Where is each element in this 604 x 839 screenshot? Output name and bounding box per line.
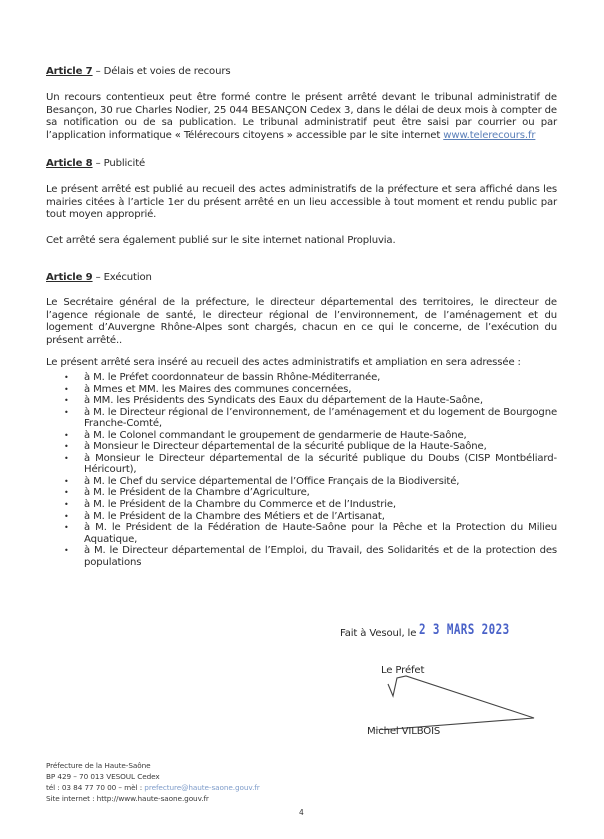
article-8-paragraph-1: Le présent arrêté est publié au recueil des actes administratifs de la préfecture et sera affiché dans les mairies citées à l’article 1er du présent arrêté en un lieu accessible à tout moment et rendu public par tout moyen approprié.	[46, 184, 557, 221]
bullet-icon: •	[64, 523, 69, 533]
recipient-item	[46, 499, 557, 511]
recipient-text: à MM. les Présidents des Syndicats des Eaux du département de la Haute-Saône,	[84, 395, 483, 407]
article-8-number: Article 8	[46, 158, 93, 169]
date-stamp: 2 3 MARS 2023	[419, 622, 510, 638]
footer-website[interactable]: Site internet : http://www.haute-saone.gouv.fr	[46, 794, 209, 803]
article-7-text: Un recours contentieux peut être formé contre le présent arrêté devant le tribunal administratif de Besançon, 30 rue Charles Nodier, 25 044 BESANÇON Cedex 3, dans le délai de deux mois à compter de sa notification ou de sa publication. Le tribunal administratif peut être saisi par courrier ou par l’application informatique « Télérecours citoyens » accessible par le site internet	[46, 92, 557, 141]
footer	[46, 760, 260, 804]
article-9-paragraph: Le Secrétaire général de la préfecture, le directeur départemental des territoires, le directeur de l’agence régionale de santé, le directeur régional de l’environnement, de l’aménagement et du logement d’Auvergne Rhône-Alpes sont chargés, chacun en ce qui le concerne, de l’exécution du présent arrêté..	[46, 297, 557, 346]
recipient-item	[46, 407, 557, 430]
bullet-icon: •	[64, 476, 69, 486]
recipient-text: à M. le Président de la Chambre des Métiers et de l’Artisanat,	[84, 510, 385, 522]
article-9-heading	[46, 272, 152, 285]
article-7-number: Article 7	[46, 66, 93, 77]
recipient-item	[46, 522, 557, 545]
footer-org: Préfecture de la Haute-Saône	[46, 761, 151, 770]
article-8-title: – Publicité	[95, 158, 146, 169]
recipient-item	[46, 441, 557, 453]
bullet-icon: •	[64, 373, 69, 382]
article-9-number: Article 9	[46, 272, 93, 283]
recipient-item	[46, 384, 557, 396]
recipient-text: à M. le Préfet coordonnateur de bassin Rhône-Méditerranée,	[84, 372, 381, 383]
recipient-item	[46, 395, 557, 407]
recipient-text: à M. le Président de la Chambre du Commerce et de l’Industrie,	[84, 499, 396, 511]
article-7-heading	[46, 66, 230, 79]
footer-phone: tél : 03 84 77 70 00 – mèl :	[46, 783, 145, 792]
signature-stroke	[328, 676, 534, 730]
bullet-icon: •	[64, 384, 69, 394]
article-8-paragraph-2: Cet arrêté sera également publié sur le site internet national Propluvia.	[46, 235, 396, 246]
bullet-icon: •	[64, 430, 69, 440]
footer-contact	[46, 782, 260, 793]
bullet-icon: •	[64, 442, 69, 452]
ampliation-intro: Le présent arrêté sera inséré au recueil des actes administratifs et ampliation en sera adressée :	[46, 357, 521, 368]
recipient-text: à M. le Colonel commandant le groupement de gendarmerie de Haute-Saône,	[84, 429, 467, 441]
recipient-item	[46, 476, 557, 488]
article-7-paragraph	[46, 92, 557, 142]
recipient-item	[46, 430, 557, 442]
recipient-text: à Mmes et MM. les Maires des communes concernées,	[84, 383, 352, 395]
signer-title: Le Préfet	[381, 665, 425, 676]
article-9-title: – Exécution	[95, 272, 152, 283]
telerecours-link[interactable]: www.telerecours.fr	[443, 129, 536, 141]
recipient-item	[46, 372, 557, 384]
footer-email-link[interactable]: prefecture@haute-saone.gouv.fr	[144, 783, 260, 792]
bullet-icon: •	[64, 453, 69, 463]
bullet-icon: •	[64, 407, 69, 417]
recipient-text: à M. le Président de la Fédération de Haute-Saône pour la Pêche et la Protection du Milieu Aquatique,	[84, 522, 557, 545]
recipient-item	[46, 511, 557, 523]
recipient-item	[46, 545, 557, 568]
handwritten-signature	[300, 670, 540, 730]
page-number: 4	[299, 808, 304, 817]
recipient-item	[46, 487, 557, 499]
recipient-item	[46, 453, 557, 476]
recipient-text: à M. le Président de la Chambre d’Agriculture,	[84, 487, 310, 499]
bullet-icon: •	[64, 396, 69, 406]
article-8-heading	[46, 158, 145, 171]
recipient-text: à M. le Directeur départemental de l’Emploi, du Travail, des Solidarités et de la protection des populations	[84, 545, 557, 568]
recipient-text: à Monsieur le Directeur départemental de la sécurité publique du Doubs (CISP Montbéliard-Héricourt),	[84, 452, 557, 476]
recipient-text: à Monsieur le Directeur départemental de la sécurité publique de la Haute-Saône,	[84, 441, 487, 453]
bullet-icon: •	[64, 488, 69, 498]
footer-address: BP 429 – 70 013 VESOUL Cedex	[46, 772, 160, 781]
ampliation-list	[46, 372, 557, 568]
bullet-icon: •	[64, 546, 69, 556]
bullet-icon: •	[64, 511, 69, 521]
article-7-title: – Délais et voies de recours	[95, 66, 231, 77]
recipient-text: à M. le Directeur régional de l’environnement, de l’aménagement et du logement de Bourgogne Franche-Comté,	[84, 406, 557, 430]
bullet-icon: •	[64, 500, 69, 510]
signer-name: Michel VILBOIS	[367, 726, 441, 737]
recipient-text: à M. le Chef du service départemental de l’Office Français de la Biodiversité,	[84, 475, 460, 487]
signature-place: Fait à Vesoul, le	[340, 628, 417, 639]
